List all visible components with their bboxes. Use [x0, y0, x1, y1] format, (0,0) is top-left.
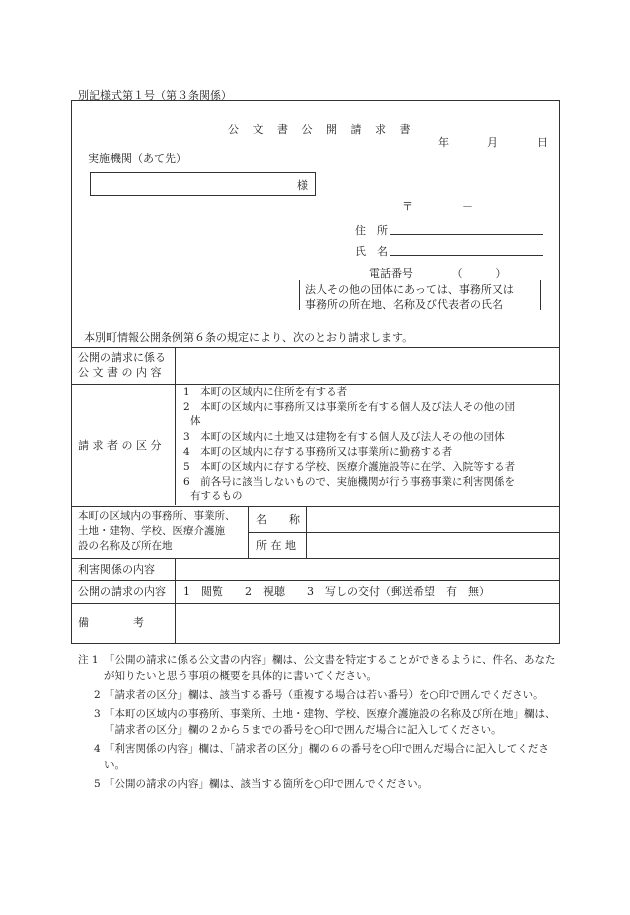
note-item — [78, 706, 558, 738]
note-text: 「利害関係の内容」欄は、「請求者の区分」欄の６の番号を○印で囲んだ場合に記入してください。 — [104, 743, 549, 771]
address-label: 住 所 — [355, 224, 388, 237]
facility-name-field[interactable] — [307, 507, 559, 531]
note-number: 注 1 — [78, 654, 99, 666]
category-item: 有するもの — [190, 490, 243, 502]
note-text: 「本町の区域内の事務所、事業所、土地・建物、学校、医療介護施設の名称及び所在地」欄は、「請求者の区分」欄の２から５までの番号を○印で囲んだ場合に記入してください。 — [104, 708, 556, 736]
date-year: 年 — [438, 136, 449, 149]
category-item[interactable]: 2 本町の区域内に事務所又は事業所を有する個人及び法人その他の団 — [183, 401, 516, 413]
interest-field[interactable] — [176, 559, 559, 579]
form-title: 公 文 書 公 開 請 求 書 — [228, 123, 416, 136]
method-label: 公開の請求の内容 — [78, 585, 166, 598]
table-row-line — [71, 580, 560, 581]
notes-section — [78, 652, 558, 792]
method-options[interactable]: 1 閲覧 2 視聴 3 写しの交付（郵送希望 有 無） — [183, 585, 490, 598]
date-month: 月 — [487, 136, 498, 149]
note-text: 「請求者の区分」欄は、該当する番号（重複する場合は若い番号）を○印で囲んでください。 — [104, 689, 544, 701]
corp-note-line1: 法人その他の団体にあっては、事務所又は — [305, 283, 514, 296]
facility-label-2: 土地・建物、学校、医療介護施 — [78, 525, 225, 537]
facility-name-label: 名 称 — [256, 513, 300, 526]
category-item[interactable]: 1 本町の区域内に住所を有する者 — [183, 386, 348, 398]
recipient-suffix: 様 — [297, 179, 308, 192]
postal-dash: － — [462, 200, 473, 213]
phone-label: 電話番号 （ ） — [369, 267, 507, 280]
recipient-label: 実施機関（あて先） — [88, 152, 187, 165]
category-item[interactable]: 5 本町の区域内に存する学校、医療介護施設等に在学、入院等する者 — [183, 461, 516, 473]
form-caption: 別記様式第１号（第３条関係） — [78, 89, 232, 102]
category-item[interactable]: 4 本町の区域内に存する事務所又は事業所に勤務する者 — [183, 446, 453, 458]
note-text: 「公開の請求に係る公文書の内容」欄は、公文書を特定することができるように、件名、あなたが知りたいと思う事項の概要を具体的に書いてください。 — [104, 654, 556, 682]
interest-label: 利害関係の内容 — [78, 563, 155, 576]
facility-location-label: 所 在 地 — [256, 539, 296, 552]
content-label-1: 公開の請求に係る — [78, 351, 166, 364]
request-statement: 本別町情報公開条例第６条の規定により、次のとおり請求します。 — [84, 331, 414, 344]
postal-mark: 〒 — [402, 200, 413, 213]
note-number: 4 — [94, 743, 101, 755]
date-day: 日 — [537, 136, 548, 149]
name-label: 氏 名 — [355, 245, 388, 258]
corp-note-line2: 事務所の所在地、名称及び代表者の氏名 — [305, 298, 503, 311]
recipient-field[interactable] — [90, 172, 316, 196]
remarks-field[interactable] — [176, 604, 559, 643]
note-item — [78, 687, 558, 703]
note-text: 「公開の請求の内容」欄は、該当する箇所を○印で囲んでください。 — [104, 778, 429, 790]
facility-label-3: 設の名称及び所在地 — [78, 540, 173, 552]
name-field[interactable] — [390, 255, 543, 256]
table-row-line — [71, 384, 560, 385]
remarks-label: 備 考 — [78, 616, 144, 629]
table-col-line — [248, 506, 249, 558]
category-item: 体 — [190, 415, 201, 427]
note-number: 3 — [94, 708, 101, 720]
facility-location-field[interactable] — [307, 533, 559, 557]
category-item[interactable]: 3 本町の区域内に土地又は建物を有する個人及び法人その他の団体 — [183, 431, 505, 443]
note-item — [78, 652, 558, 684]
category-item[interactable]: 6 前各号に該当しないもので、実施機関が行う事務事業に利害関係を — [183, 476, 515, 488]
note-item — [78, 776, 558, 792]
content-label-2: 公 文 書 の 内 容 — [78, 366, 162, 379]
facility-label-1: 本町の区域内の事務所、事業所、 — [78, 510, 236, 522]
requester-label: 請 求 者 の 区 分 — [78, 439, 162, 452]
address-field[interactable] — [390, 234, 543, 235]
note-number: 2 — [94, 689, 101, 701]
note-item — [78, 741, 558, 773]
note-number: 5 — [94, 778, 101, 790]
content-field[interactable] — [176, 348, 559, 383]
